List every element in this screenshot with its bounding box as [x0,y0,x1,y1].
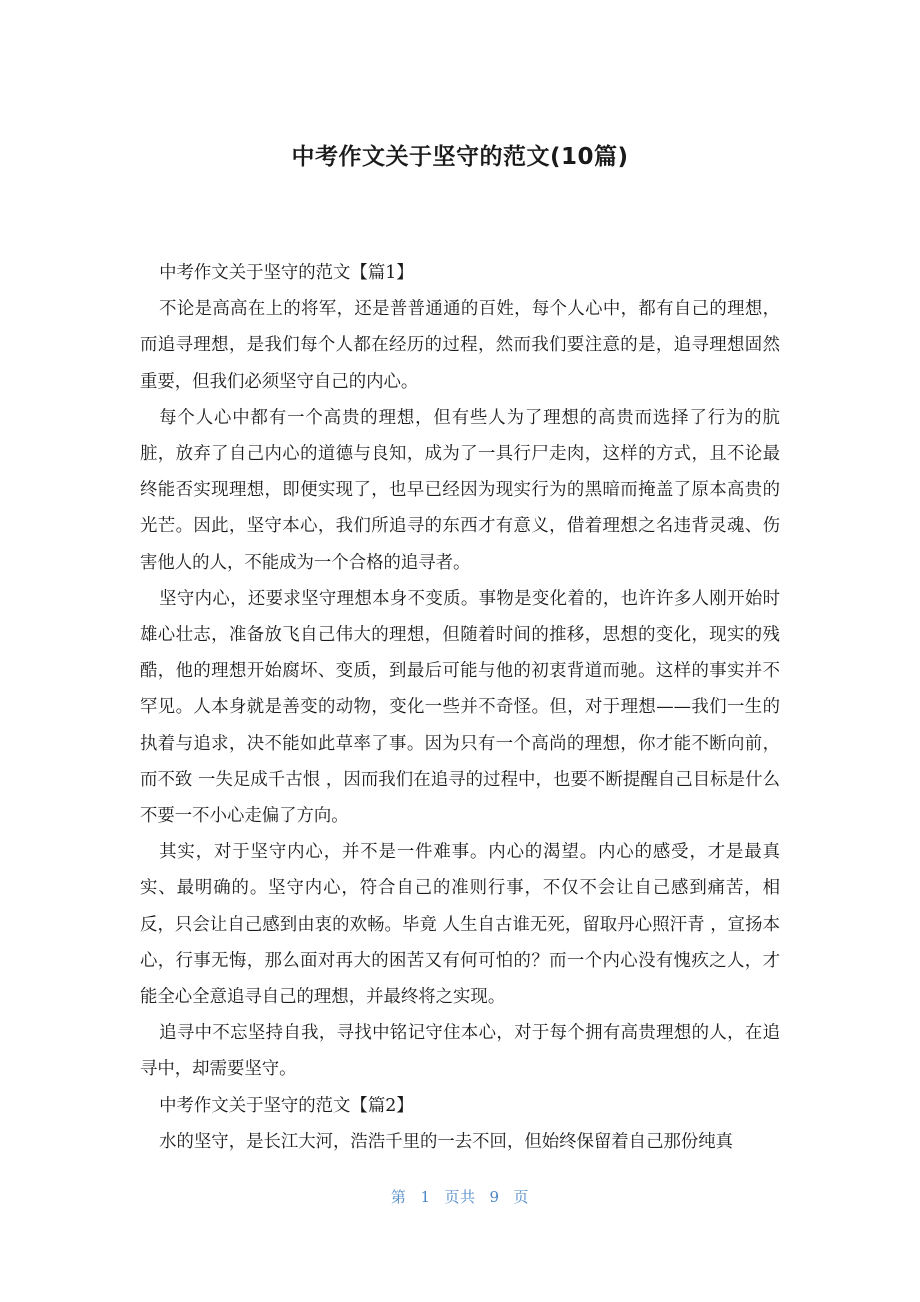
footer-label-page: 第 [390,1188,407,1206]
paragraph: 每个人心中都有一个高贵的理想，但有些人为了理想的高贵而选择了行为的肮脏，放弃了自己内心的道德与良知，成为了一具行尸走肉，这样的方式，且不论最终能否实现理想，即便实现了，也早已经因为现实行为的黑暗而掩盖了原本高贵的光芒。因此，坚守本心，我们所追寻的东西才有意义，借着理想之名违背灵魂、伤害他人的人，不能成为一个合格的追寻者。 [140,407,780,573]
paragraph: 坚守内心，还要求坚守理想本身不变质。事物是变化着的，也许许多人刚开始时雄心壮志，准备放飞自己伟大的理想，但随着时间的推移，思想的变化，现实的残酷，他的理想开始腐坏、变质，到最后可能与他的初衷背道而驰。这样的事实并不罕见。人本身就是善变的动物，变化一些并不奇怪。但，对于理想——我们一生的执着与追求，决不能如此草率了事。因为只有一个高尚的理想，你才能不断向前，而不致 一失足成千古恨 ，因而我们在追寻的过程中，也要不断提醒自己目标是什么不要一不小心走偏了方向。 [140,588,780,827]
page-footer [0,1186,920,1207]
paragraph: 水的坚守，是长江大河，浩浩千里的一去不回，但始终保留着自己那份纯真 [159,1131,734,1152]
section-heading: 中考作文关于坚守的范文【篇1】 [159,263,414,283]
footer-label-of: 页共 [444,1188,476,1206]
paragraph: 追寻中不忘坚持自我，寻找中铭记守住本心，对于每个拥有高贵理想的人，在追寻中，却需要坚守。 [140,1023,780,1080]
footer-total-pages: 9 [489,1188,500,1206]
document-body [140,255,780,1160]
paragraph: 不论是高高在上的将军，还是普普通通的百姓，每个人心中，都有自己的理想，而追寻理想，是我们每个人都在经历的过程，然而我们要注意的是，追寻理想固然重要，但我们必须坚守自己的内心。 [140,299,780,392]
paragraph: 其实，对于坚守内心，并不是一件难事。内心的渴望。内心的感受，才是最真实、最明确的。坚守内心，符合自己的准则行事，不仅不会让自己感到痛苦，相反，只会让自己感到由衷的欢畅。毕竟 人生自古谁无死，留取丹心照汗青 ，宣扬本心，行事无悔，那么面对再大的困苦又有何可怕的？而一个内心没有愧疚之人，才能全心全意追寻自己的理想，并最终将之实现。 [140,842,780,1008]
footer-current-page: 1 [420,1188,431,1206]
footer-label-end: 页 [513,1188,530,1206]
section-heading: 中考作文关于坚守的范文【篇2】 [159,1095,414,1116]
document-title: 中考作文关于坚守的范文(10篇) [291,144,629,170]
